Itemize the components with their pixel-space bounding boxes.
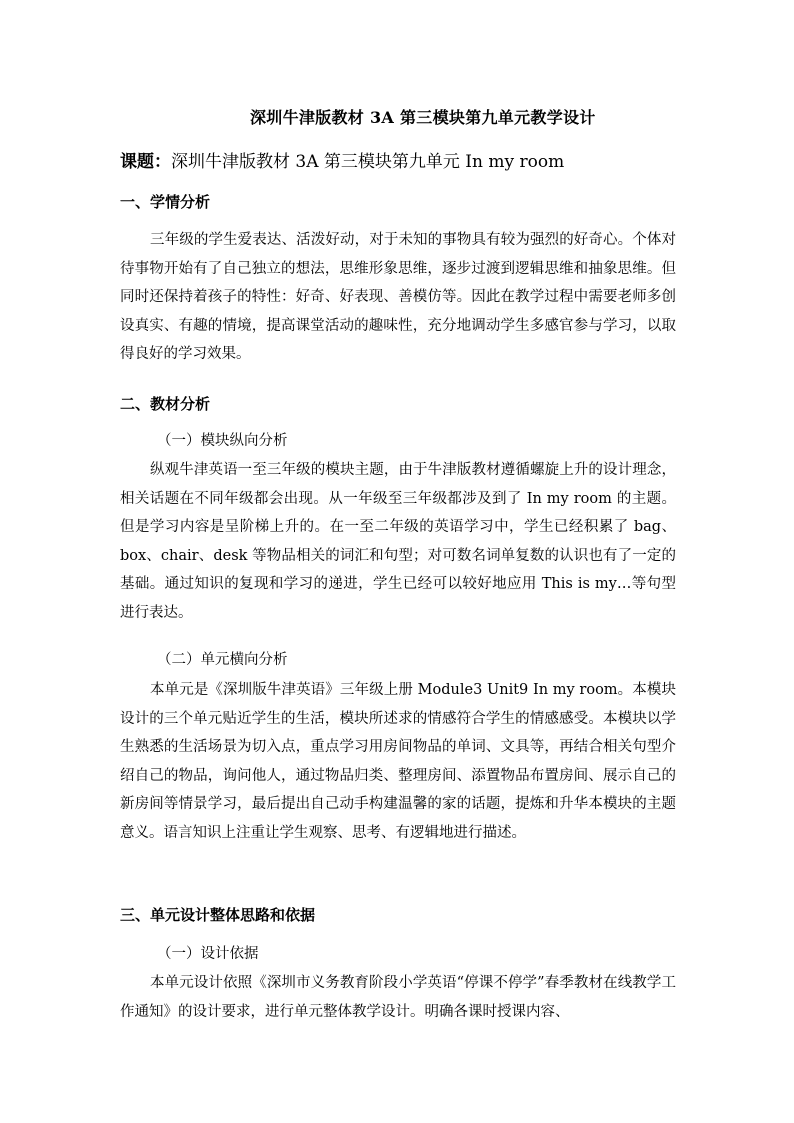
subject-text: 深圳牛津版教材 3A 第三模块第九单元 In my room [171, 152, 565, 172]
paragraph-learner-analysis: 三年级的学生爱表达、活泼好动，对于未知的事物具有较为强烈的好奇心。个体对待事物开始有了自己独立的想法，思维形象思维，逐步过渡到逻辑思维和抽象思维。但同时还保持着孩子的特性：好奇、好表现、善模仿等。因此在教学过程中需要老师多创设真实、有趣的情境，提高课堂活动的趣味性，充分地调动学生多感官参与学习，以取得良好的学习效果。 [120, 232, 676, 363]
document-title: 深圳牛津版教材 3A 第三模块第九单元教学设计 [250, 108, 596, 127]
subject-label: 课题： [120, 152, 171, 172]
lesson-subject [120, 147, 564, 172]
paragraph-vertical-analysis: 纵观牛津英语一至三年级的模块主题，由于牛津版教材遵循螺旋上升的设计理念，相关话题在不同年级都会出现。从一年级至三年级都涉及到了 In my room 的主题。但是学习内容是呈阶梯上升的。在一至二年级的英语学习中，学生已经积累了 bag、box、chair、desk 等物品相关的词汇和句型；对可数名词单复数的认识也有了一定的基础。通过知识的复现和学习的递进，学生已经可以较好地应用 This is my…等句型进行表达。 [120, 462, 676, 621]
paragraph-design-basis: 本单元设计依照《深圳市义务教育阶段小学英语“停课不停学”春季教材在线教学工作通知》的设计要求，进行单元整体教学设计。明确各课时授课内容、 [120, 975, 676, 1020]
paragraph-horizontal-analysis: 本单元是《深圳版牛津英语》三年级上册 Module3 Unit9 In my room。本模块设计的三个单元贴近学生的生活，模块所述求的情感符合学生的情感感受。本模块以学生熟悉的生活场景为切入点，重点学习用房间物品的单词、文具等，再结合相关句型介绍自己的物品，询问他人，通过物品归类、整理房间、添置物品布置房间、展示自己的新房间等情景学习，最后提出自己动手构建温馨的家的话题，提炼和升华本模块的主题意义。语言知识上注重让学生观察、思考、有逻辑地进行描述。 [120, 682, 676, 841]
section-heading-unit-design: 三、单元设计整体思路和依据 [120, 906, 316, 924]
subsection-heading-horizontal-analysis: （二）单元横向分析 [157, 652, 288, 668]
section-heading-material-analysis: 二、教材分析 [120, 395, 211, 413]
subsection-heading-vertical-analysis: （一）模块纵向分析 [157, 433, 288, 449]
section-heading-learner-analysis: 一、学情分析 [120, 193, 211, 211]
subsection-heading-design-basis: （一）设计依据 [157, 946, 259, 962]
